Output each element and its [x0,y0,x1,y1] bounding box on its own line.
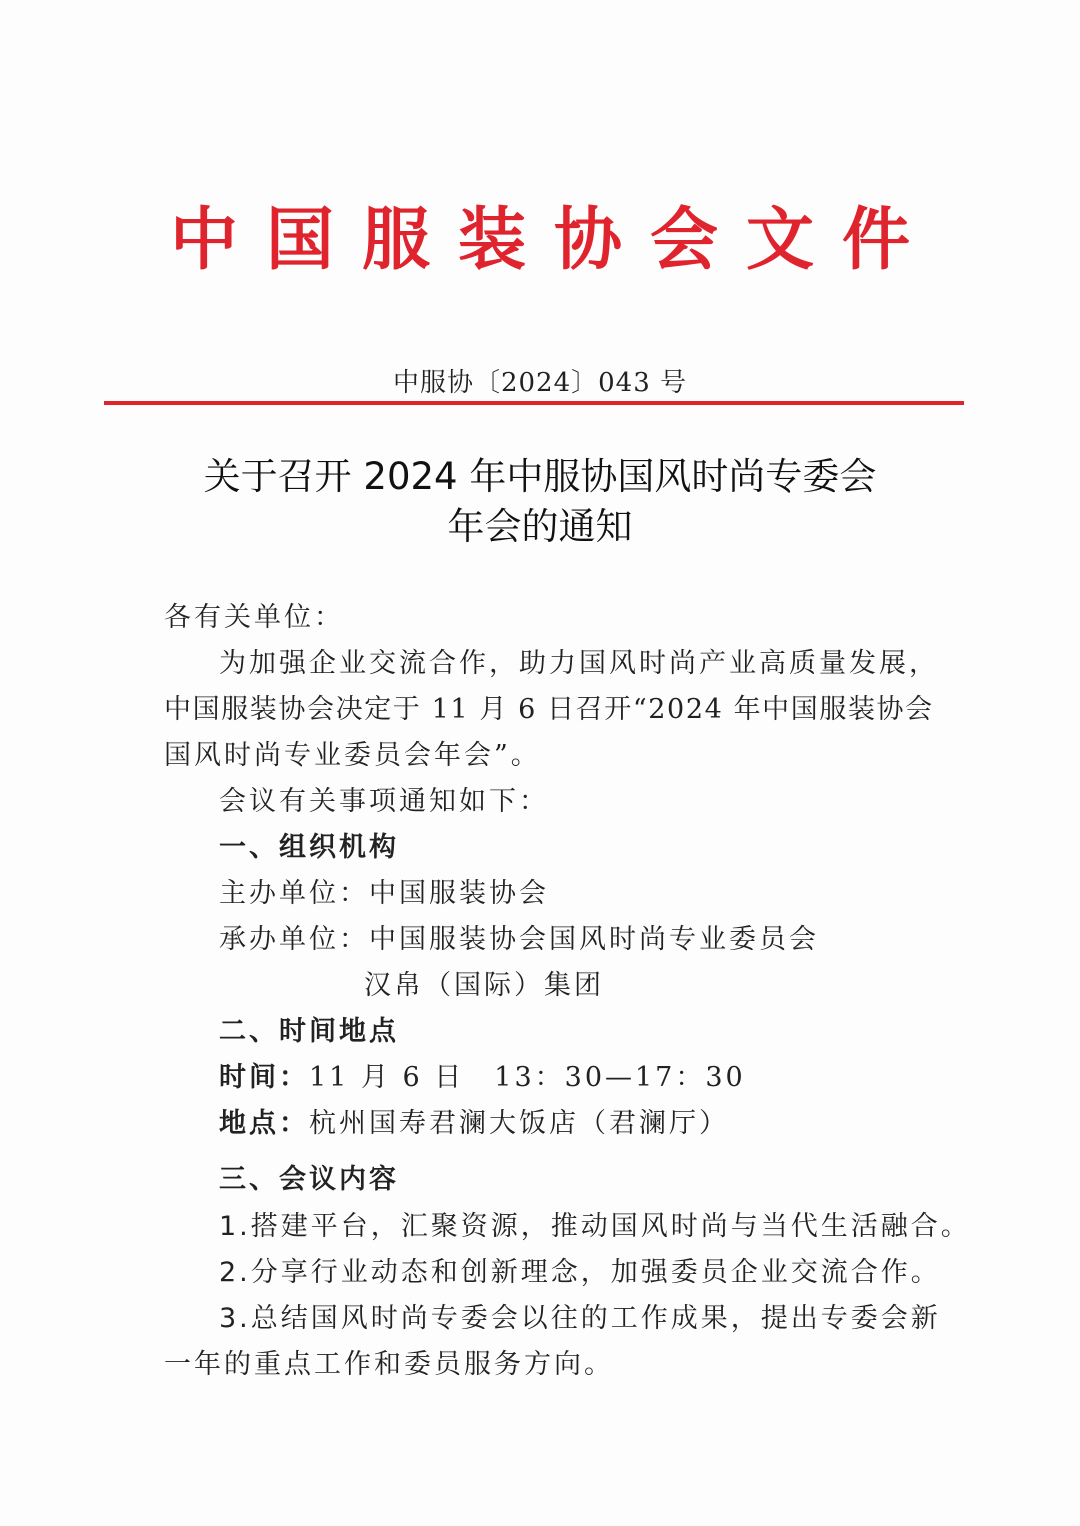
place-label: 地点： [219,1108,309,1139]
content-item-2-text: 分享行业动态和创新理念，加强委员企业交流合作。 [250,1257,941,1288]
place-value: 杭州国寿君澜大饭店（君澜厅） [309,1108,729,1139]
salutation: 各有关单位： [164,602,344,633]
organizer-label: 承办单位： [219,924,369,955]
section-2-heading: 二、时间地点 [219,1016,399,1047]
notice-title-line-1: 关于召开 2024 年中服协国风时尚专委会 [203,455,877,498]
notice-title [0,452,1080,552]
content-item-1 [219,1207,971,1247]
notice-title-line-2: 年会的通知 [447,505,633,548]
content-item-1-number: 1. [219,1211,251,1242]
section-1-heading: 一、组织机构 [219,832,399,863]
content-item-3-text-line-1: 总结国风时尚专委会以往的工作成果，提出专委会新 [250,1303,941,1334]
time-label: 时间： [219,1062,309,1093]
host-label: 主办单位： [219,878,369,909]
content-item-3-text-line-2: 一年的重点工作和委员服务方向。 [164,1349,614,1380]
organization-header-title: 中国服装协会文件 [169,200,938,280]
host-row [219,874,549,914]
section-3-heading: 三、会议内容 [219,1164,399,1195]
organizer-value-2: 汉帛（国际）集团 [364,970,604,1001]
red-divider-line [104,401,964,405]
paragraph-2: 会议有关事项通知如下： [219,786,549,817]
place-row [219,1104,729,1144]
document-number: 中服协〔2024〕043 号 [392,368,688,398]
content-item-2-number: 2. [219,1257,251,1288]
content-item-3-number: 3. [219,1303,251,1334]
organizer-row [219,920,819,960]
time-value: 11 月 6 日 13：30—17：30 [309,1062,746,1093]
paragraph-1-line-2: 中国服装协会决定于 11 月 6 日召开“2024 年中国服装协会 [164,694,934,725]
content-item-3 [219,1299,941,1339]
content-item-1-text: 搭建平台，汇聚资源，推动国风时尚与当代生活融合。 [250,1211,971,1242]
time-row [219,1058,746,1098]
host-value: 中国服装协会 [369,878,549,909]
content-item-2 [219,1253,941,1293]
paragraph-1-line-3: 国风时尚专业委员会年会”。 [164,740,541,771]
organizer-value-1: 中国服装协会国风时尚专业委员会 [369,924,819,955]
paragraph-1-line-1: 为加强企业交流合作，助力国风时尚产业高质量发展， [219,648,939,679]
